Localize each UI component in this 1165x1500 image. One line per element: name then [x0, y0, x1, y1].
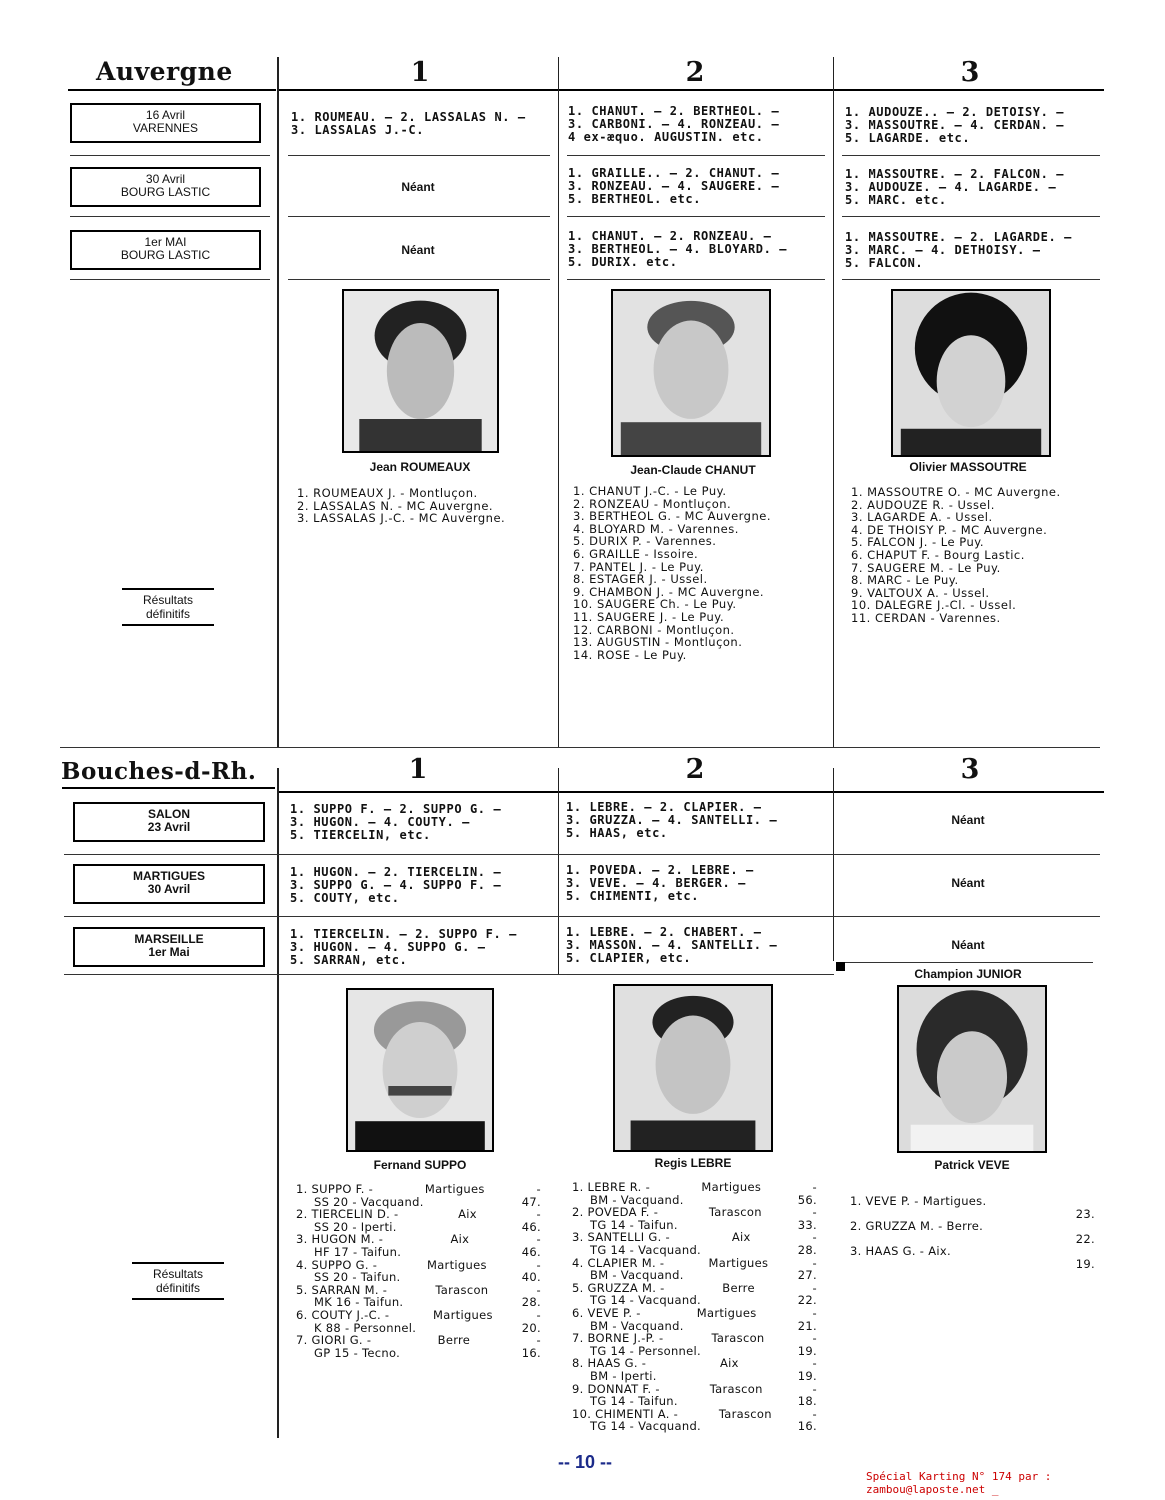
standing-part: 5. SARRAN M. -: [296, 1282, 388, 1297]
standing-line: 3. LAGARDE A. - Ussel.: [851, 510, 993, 525]
col-header-2: 2: [685, 754, 705, 785]
standing-line: [296, 1208, 541, 1221]
standing-part: 46.: [521, 1219, 541, 1234]
standing-line: [296, 1334, 541, 1347]
standing-part: 16.: [521, 1345, 541, 1360]
standing-part: -: [812, 1381, 817, 1396]
champion-name: Regis LEBRE: [654, 1156, 732, 1170]
champion-photo: [346, 988, 494, 1152]
race-result: 1. HUGON. — 2. TIERCELIN. — 3. SUPPO G. — 4. SUPPO F. — 5. COUTY, etc.: [290, 865, 502, 905]
race-place: SALON: [148, 807, 190, 821]
standing-part: 2. TIERCELIN D. -: [296, 1207, 399, 1222]
standing-part: -: [536, 1232, 541, 1247]
row-divider: [842, 279, 1100, 280]
section-divider: [60, 747, 1100, 748]
race-place: BOURG LASTIC: [120, 248, 211, 262]
final-standings-col3: [851, 486, 1061, 625]
standing-part: 3. HUGON M. -: [296, 1232, 384, 1247]
standing-part: 19.: [797, 1368, 817, 1383]
standing-part: Aix: [450, 1232, 470, 1247]
standing-part: Tarascon: [435, 1282, 489, 1297]
standing-line: 2. AUDOUZE R. - Ussel.: [851, 497, 995, 512]
standing-line: 7. PANTEL J. - Le Puy.: [573, 559, 704, 574]
standing-part: Martigues: [424, 1182, 485, 1196]
standing-part: Martigues: [701, 1180, 762, 1194]
column-divider: [558, 57, 559, 747]
standing-line: [850, 1258, 1095, 1271]
standing-part: TG 14 - Taifun.: [590, 1217, 678, 1232]
standing-line: 11. SAUGERE J. - Le Puy.: [573, 609, 725, 624]
standing-part: 4. CLAPIER M. -: [572, 1255, 665, 1270]
row-divider: [70, 155, 270, 156]
standing-part: Martigues: [426, 1257, 487, 1272]
standing-line: 7. SAUGERE M. - Le Puy.: [851, 560, 1001, 575]
race-result: 1. GRAILLE.. — 2. CHANUT. — 3. RONZEAU. — 4. SAUGERE. — 5. BERTHEOL. etc.: [568, 166, 780, 206]
standing-part: -: [812, 1331, 817, 1346]
standing-line: 3. BERTHEOL G. - MC Auvergne.: [573, 509, 772, 524]
standing-part: -: [812, 1230, 817, 1245]
region-title-auvergne: Auvergne: [96, 57, 233, 86]
standing-part: 1. LEBRE R. -: [572, 1180, 651, 1194]
race-result-none: Néant: [401, 180, 435, 194]
champion-name: Jean-Claude CHANUT: [630, 463, 756, 477]
standing-part: BM - Iperti.: [590, 1368, 657, 1383]
race-date: 16 Avril: [145, 108, 186, 122]
standing-part: -: [812, 1406, 817, 1421]
standing-line: [572, 1370, 817, 1383]
column-divider: [833, 57, 834, 747]
col-header-1: 1: [410, 57, 430, 88]
standing-part: 22.: [797, 1293, 817, 1308]
standing-part: Tarascon: [711, 1331, 765, 1346]
standing-part: Tarascon: [708, 1205, 762, 1220]
standing-part: 3. HAAS G. - Aix.: [850, 1244, 951, 1259]
standing-part: -: [812, 1356, 817, 1371]
standing-part: 20.: [521, 1320, 541, 1335]
final-results-label: [122, 588, 214, 626]
champion-photo: [891, 289, 1051, 457]
standing-line: [296, 1309, 541, 1322]
col-header-3: 3: [960, 754, 980, 785]
row-divider: [64, 974, 834, 975]
standing-part: 10. CHIMENTI A. -: [572, 1406, 679, 1421]
race-result: 1. SUPPO F. — 2. SUPPO G. — 3. HUGON. — 4. COUTY. — 5. TIERCELIN, etc.: [290, 802, 502, 842]
row-divider: [842, 216, 1100, 217]
standing-line: 14. ROSE - Le Puy.: [573, 647, 687, 662]
row-divider: [64, 854, 1100, 855]
standing-line: 9. VALTOUX A. - Ussel.: [851, 585, 990, 600]
region-title-bouches: Bouches-d-Rh.: [61, 758, 257, 785]
row-divider: [288, 155, 550, 156]
race-box-martigues: [73, 864, 265, 904]
row-divider: [288, 279, 550, 280]
race-result-none: Néant: [401, 243, 435, 257]
standing-part: 28.: [521, 1295, 541, 1310]
standing-part: TG 14 - Vacquand.: [590, 1242, 702, 1257]
row-divider: [845, 962, 1093, 963]
race-date: 23 Avril: [147, 820, 191, 834]
standing-line: 5. DURIX P. - Varennes.: [573, 534, 717, 549]
standing-part: MK 16 - Taifun.: [314, 1295, 404, 1310]
standing-line: 6. CHAPUT F. - Bourg Lastic.: [851, 547, 1025, 562]
column-divider: [277, 57, 279, 747]
standing-line: 2. LASSALAS N. - MC Auvergne.: [297, 498, 494, 513]
standing-line: [572, 1395, 817, 1408]
race-place: MARSEILLE: [134, 932, 204, 946]
label-line: définitifs: [155, 1281, 201, 1295]
champion-name: Olivier MASSOUTRE: [909, 460, 1027, 474]
standing-part: 2. GRUZZA M. - Berre.: [850, 1219, 984, 1234]
standing-line: [296, 1347, 541, 1360]
standing-part: Tarascon: [709, 1381, 763, 1396]
standing-part: 23.: [1075, 1206, 1095, 1221]
standing-part: 1. VEVE P. - Martigues.: [850, 1194, 987, 1208]
final-standings-col2: [573, 485, 771, 661]
race-box-varennes: [70, 103, 261, 143]
standing-part: 6. VEVE P. -: [572, 1305, 641, 1320]
standing-part: 3. SANTELLI G. -: [572, 1230, 670, 1245]
standing-line: 4. BLOYARD M. - Varennes.: [573, 521, 739, 536]
standing-line: [850, 1245, 1095, 1258]
standing-part: Berre: [437, 1333, 471, 1348]
final-results-label: [132, 1262, 224, 1300]
standing-part: Tarascon: [718, 1406, 772, 1421]
standing-part: -: [536, 1207, 541, 1222]
standing-line: [572, 1307, 817, 1320]
standing-part: TG 14 - Taifun.: [590, 1394, 678, 1409]
column-divider: [558, 768, 559, 974]
standing-line: 4. DE THOISY P. - MC Auvergne.: [851, 522, 1048, 537]
col-header-2: 2: [685, 57, 705, 88]
row-divider: [842, 155, 1100, 156]
race-box-salon: [73, 802, 265, 842]
standing-part: -: [536, 1257, 541, 1272]
standing-part: 18.: [797, 1394, 817, 1409]
race-place: BOURG LASTIC: [120, 185, 211, 199]
standing-line: [572, 1269, 817, 1282]
standing-part: 2. POVEDA F. -: [572, 1205, 659, 1220]
marker-square: [836, 962, 845, 971]
standing-part: -: [812, 1205, 817, 1220]
header-rule: [62, 787, 275, 789]
standing-line: 13. AUGUSTIN - Montluçon.: [573, 635, 743, 650]
final-standings-col1: [296, 1183, 541, 1359]
standing-part: 28.: [797, 1242, 817, 1257]
standing-part: 7. BORNE J.-P. -: [572, 1331, 664, 1346]
row-divider: [64, 916, 1100, 917]
standing-part: -: [812, 1180, 817, 1194]
champion-photo: [342, 289, 499, 453]
standing-part: TG 14 - Vacquand.: [590, 1293, 702, 1308]
race-result: 1. LEBRE. — 2. CLAPIER. — 3. GRUZZA. — 4. SANTELLI. — 5. HAAS, etc.: [566, 800, 778, 840]
race-result-none: Néant: [951, 938, 985, 952]
standing-line: [572, 1244, 817, 1257]
standing-part: BM - Vacquand.: [590, 1318, 684, 1333]
header-rule: [278, 791, 1104, 793]
row-divider: [567, 216, 825, 217]
standing-line: 3. LASSALAS J.-C. - MC Auvergne.: [297, 511, 506, 526]
standing-part: Aix: [458, 1207, 477, 1222]
standing-part: 22.: [1075, 1231, 1095, 1246]
race-result: 1. TIERCELIN. — 2. SUPPO F. — 3. HUGON. — 4. SUPPO G. — 5. SARRAN, etc.: [290, 927, 517, 967]
race-result: 1. AUDOUZE.. — 2. DETOISY. — 3. MASSOUTRE. — 4. CERDAN. — 5. LAGARDE. etc.: [845, 105, 1065, 145]
race-result: 1. CHANUT. — 2. BERTHEOL. — 3. CARBONI. — 4. RONZEAU. — 4 ex-æquo. AUGUSTIN. etc.: [568, 104, 780, 144]
standing-part: -: [536, 1182, 541, 1196]
standing-part: 46.: [521, 1244, 541, 1259]
standing-part: TG 14 - Personnel.: [590, 1343, 701, 1358]
standing-part: TG 14 - Vacquand.: [590, 1419, 702, 1434]
race-result: 1. CHANUT. — 2. RONZEAU. — 3. BERTHEOL. — 4. BLOYARD. — 5. DURIX. etc.: [568, 229, 788, 269]
label-line: Résultats: [142, 593, 194, 607]
race-place: MARTIGUES: [133, 869, 205, 883]
standing-part: -: [536, 1307, 541, 1322]
champion-photo: [897, 985, 1047, 1153]
race-result-none: Néant: [951, 876, 985, 890]
standing-line: [572, 1420, 817, 1433]
standing-line: 10. DALEGRE J.-Cl. - Ussel.: [851, 598, 1017, 613]
standing-part: Martigues: [696, 1305, 757, 1320]
junior-label: Champion JUNIOR: [914, 967, 1022, 981]
standing-part: 5. GRUZZA M. -: [572, 1280, 665, 1295]
standing-part: 6. COUTY J.-C. -: [296, 1307, 390, 1322]
standing-part: 40.: [521, 1270, 541, 1285]
standing-line: 1. CHANUT J.-C. - Le Puy.: [573, 484, 727, 498]
race-date: 1er Mai: [148, 945, 190, 959]
standing-part: SS 20 - Vacquand.: [314, 1194, 424, 1209]
race-box-marseille: [73, 927, 265, 967]
final-standings-col1: [297, 487, 505, 525]
standing-line: 12. CARBONI - Montluçon.: [573, 622, 735, 637]
standing-part: Aix: [731, 1230, 751, 1245]
standing-part: Martigues: [433, 1307, 493, 1322]
header-rule: [278, 89, 1104, 91]
standing-line: [850, 1220, 1095, 1233]
standing-part: Martigues: [708, 1255, 769, 1270]
col-header-3: 3: [960, 57, 980, 88]
standing-part: 7. GIORI G. -: [296, 1333, 372, 1348]
credit-line: Spécial Karting N° 174 par : zambou@laposte.net _: [866, 1470, 1052, 1496]
col-header-1: 1: [408, 754, 428, 785]
champion-name: Patrick VEVE: [934, 1158, 1010, 1172]
champion-photo: [613, 984, 773, 1152]
standing-part: 16.: [797, 1419, 817, 1434]
standing-part: 21.: [797, 1318, 817, 1333]
standing-line: 10. SAUGERE Ch. - Le Puy.: [573, 597, 737, 612]
standing-line: 6. GRAILLE - Issoire.: [573, 546, 699, 561]
standing-part: 56.: [797, 1192, 817, 1207]
race-date: 30 Avril: [145, 172, 186, 186]
standing-part: 19.: [1075, 1256, 1095, 1271]
standing-part: SS 20 - Iperti.: [314, 1219, 397, 1234]
standing-part: Berre: [722, 1280, 755, 1295]
race-place: VARENNES: [132, 121, 199, 135]
standing-part: 33.: [797, 1217, 817, 1232]
champion-photo: [611, 289, 771, 457]
standing-part: -: [812, 1305, 817, 1320]
column-divider: [833, 768, 834, 961]
standing-part: 27.: [797, 1268, 817, 1283]
final-standings-col2: [572, 1181, 817, 1433]
standing-part: -: [812, 1280, 817, 1295]
standing-line: 9. CHAMBON J. - MC Auvergne.: [573, 584, 765, 599]
race-result: 1. LEBRE. — 2. CHABERT. — 3. MASSON. — 4. SANTELLI. — 5. CLAPIER, etc.: [566, 925, 778, 965]
standing-part: K 88 - Personnel.: [314, 1320, 417, 1335]
row-divider: [567, 155, 825, 156]
header-rule: [68, 89, 276, 91]
champion-name: Jean ROUMEAUX: [369, 460, 471, 474]
race-box-bourg-lastic-2: [70, 230, 261, 270]
row-divider: [288, 216, 550, 217]
page-number: -- 10 --: [558, 1452, 612, 1472]
standing-part: HF 17 - Taifun.: [314, 1244, 402, 1259]
standing-line: 8. ESTAGER J. - Ussel.: [573, 572, 708, 587]
standing-line: 8. MARC - Le Puy.: [851, 573, 959, 588]
column-divider: [277, 768, 279, 1438]
standing-part: SS 20 - Taifun.: [314, 1270, 401, 1285]
final-standings-col3: [850, 1195, 1095, 1271]
race-result: 1. POVEDA. — 2. LEBRE. — 3. VEVE. — 4. BERGER. — 5. CHIMENTI, etc.: [566, 863, 754, 903]
race-result: 1. MASSOUTRE. — 2. LAGARDE. — 3. MARC. — 4. DETHOISY. — 5. FALCON.: [845, 230, 1072, 270]
standing-line: [296, 1183, 541, 1196]
champion-name: Fernand SUPPO: [373, 1158, 467, 1172]
race-box-bourg-lastic: [70, 167, 261, 207]
label-line: Résultats: [152, 1267, 204, 1281]
standing-line: 2. RONZEAU - Montluçon.: [573, 496, 732, 511]
race-date: 1er MAI: [144, 235, 187, 249]
row-divider: [70, 216, 270, 217]
standing-line: [296, 1246, 541, 1259]
standing-line: [572, 1181, 817, 1194]
standing-part: Aix: [720, 1356, 739, 1371]
standing-line: 1. ROUMEAUX J. - Montluçon.: [297, 486, 478, 500]
race-result-none: Néant: [951, 813, 985, 827]
row-divider: [70, 279, 270, 280]
row-divider: [567, 279, 825, 280]
standing-part: 8. HAAS G. -: [572, 1356, 647, 1371]
standing-line: 11. CERDAN - Varennes.: [851, 610, 1001, 625]
standing-part: 4. SUPPO G. -: [296, 1257, 378, 1272]
standing-part: BM - Vacquand.: [590, 1192, 684, 1207]
standing-line: [572, 1206, 817, 1219]
standing-line: [572, 1332, 817, 1345]
standing-line: [850, 1195, 1095, 1208]
standing-line: 5. FALCON J. - Le Puy.: [851, 535, 985, 550]
standing-part: -: [536, 1333, 541, 1348]
standing-part: -: [812, 1255, 817, 1270]
standing-line: [296, 1271, 541, 1284]
standing-line: 1. MASSOUTRE O. - MC Auvergne.: [851, 485, 1061, 499]
standing-part: GP 15 - Tecno.: [314, 1345, 401, 1360]
standing-part: 9. DONNAT F. -: [572, 1381, 660, 1396]
label-line: définitifs: [145, 607, 191, 621]
race-result: 1. ROUMEAU. — 2. LASSALAS N. — 3. LASSALAS J.-C.: [291, 110, 526, 137]
standing-part: -: [536, 1282, 541, 1297]
standing-part: 19.: [797, 1343, 817, 1358]
standing-part: BM - Vacquand.: [590, 1268, 684, 1283]
race-date: 30 Avril: [147, 882, 191, 896]
race-result: 1. MASSOUTRE. — 2. FALCON. — 3. AUDOUZE. — 4. LAGARDE. — 5. MARC. etc.: [845, 167, 1065, 207]
standing-part: 1. SUPPO F. -: [296, 1182, 374, 1196]
standing-part: 47.: [521, 1194, 541, 1209]
